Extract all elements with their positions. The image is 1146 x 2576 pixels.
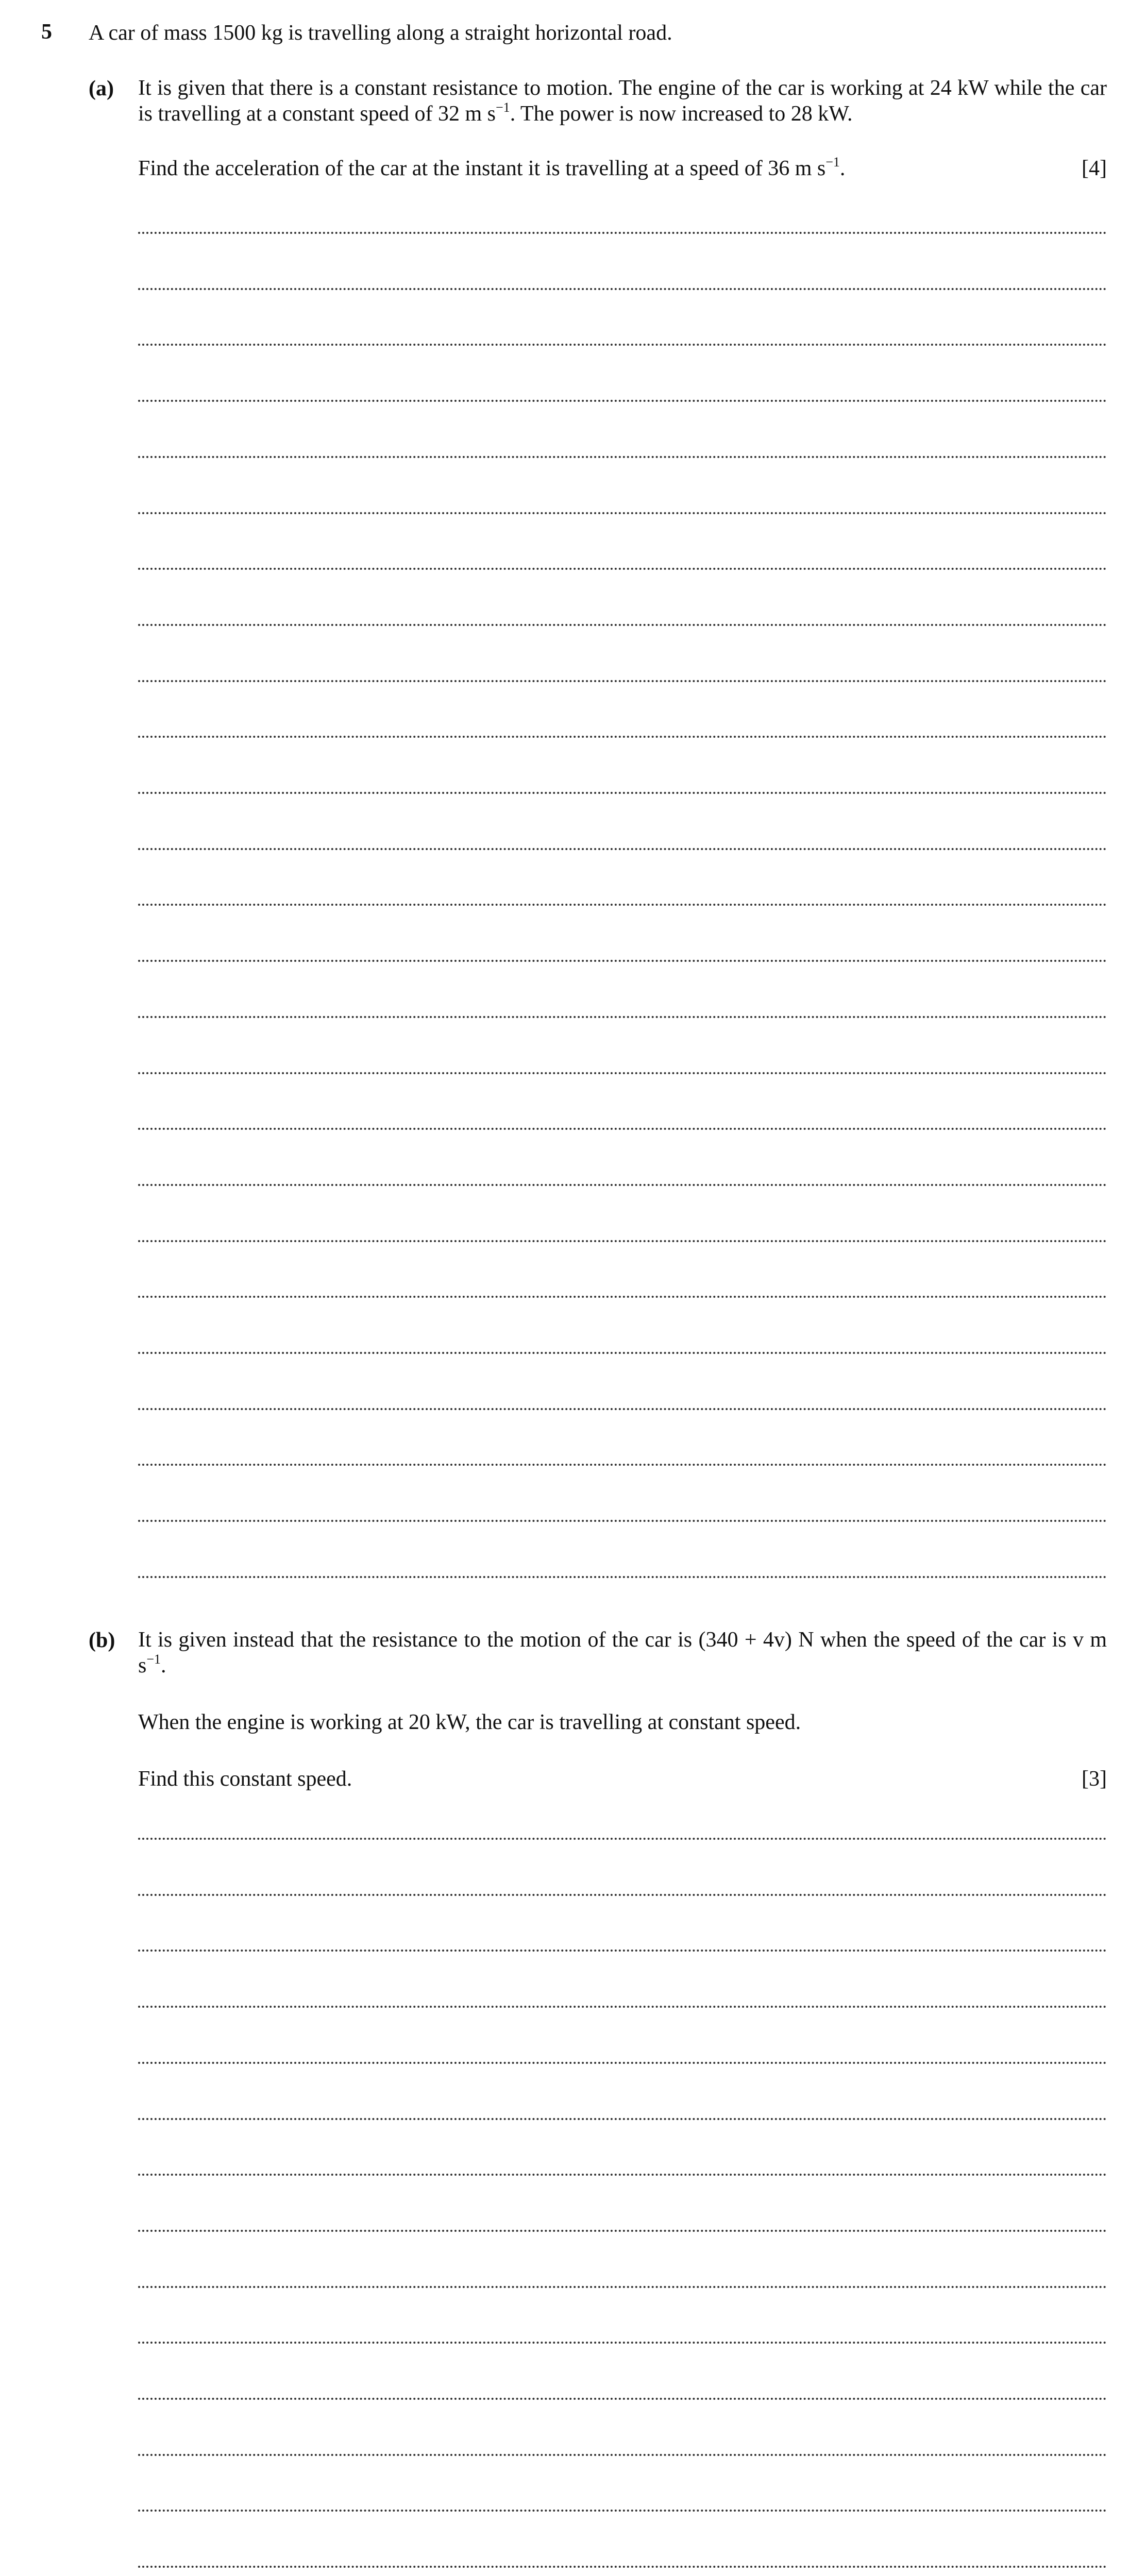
part-a-marks: [4]: [1082, 157, 1107, 180]
answer-line[interactable]: [138, 736, 1107, 738]
answer-line[interactable]: [138, 288, 1107, 290]
answer-line[interactable]: [138, 1352, 1107, 1354]
part-b-context-exponent: −1: [146, 1652, 161, 1667]
answer-line[interactable]: [138, 2510, 1107, 2512]
part-b-instruction-row: [138, 1766, 1107, 1792]
part-b-label: (b): [89, 1629, 115, 1652]
answer-line[interactable]: [138, 848, 1107, 850]
answer-line[interactable]: [138, 904, 1107, 906]
answer-line[interactable]: [138, 456, 1107, 458]
answer-line[interactable]: [138, 512, 1107, 514]
part-b-context: [138, 1627, 1107, 1679]
answer-line[interactable]: [138, 400, 1107, 402]
part-b-condition: When the engine is working at 20 kW, the car is travelling at constant speed.: [138, 1710, 801, 1734]
part-a-context: [138, 75, 1107, 127]
answer-line[interactable]: [138, 1520, 1107, 1522]
answer-line[interactable]: [138, 1296, 1107, 1298]
answer-line[interactable]: [138, 1128, 1107, 1130]
part-a-instruction: [138, 156, 845, 181]
part-b-instruction: Find this constant speed.: [138, 1767, 352, 1791]
part-b-context-text-end: .: [161, 1654, 166, 1677]
answer-line[interactable]: [138, 1184, 1107, 1186]
answer-line[interactable]: [138, 624, 1107, 626]
answer-line[interactable]: [138, 2230, 1107, 2232]
answer-line[interactable]: [138, 1894, 1107, 1896]
question-number: 5: [41, 20, 52, 44]
part-a-context-text: It is given that there is a constant resistance to motion. The engine of the car is working at 24 kW while the car is travelling at a constant speed of 32 m s: [138, 76, 1107, 126]
answer-line[interactable]: [138, 2062, 1107, 2064]
answer-line[interactable]: [138, 1240, 1107, 1242]
answer-line[interactable]: [138, 2342, 1107, 2344]
answer-line[interactable]: [138, 1464, 1107, 1466]
answer-line[interactable]: [138, 2566, 1107, 2568]
answer-line[interactable]: [138, 1950, 1107, 1952]
answer-line[interactable]: [138, 1016, 1107, 1018]
part-a-instruction-end: .: [839, 157, 846, 180]
question-stem: A car of mass 1500 kg is travelling along a straight horizontal road.: [89, 21, 672, 45]
part-a-instruction-row: [138, 156, 1107, 181]
answer-line[interactable]: [138, 344, 1107, 346]
answer-line[interactable]: [138, 2286, 1107, 2288]
answer-line[interactable]: [138, 2454, 1107, 2456]
part-a-label: (a): [89, 77, 114, 100]
part-a-context-exponent: −1: [496, 100, 510, 115]
answer-line[interactable]: [138, 680, 1107, 682]
answer-line[interactable]: [138, 568, 1107, 570]
answer-line[interactable]: [138, 2118, 1107, 2120]
part-a-instruction-text: Find the acceleration of the car at the instant it is travelling at a speed of 36 m s: [138, 157, 826, 180]
answer-line[interactable]: [138, 1576, 1107, 1578]
answer-line[interactable]: [138, 1408, 1107, 1410]
answer-line[interactable]: [138, 2006, 1107, 2008]
part-a-context-text-end: . The power is now increased to 28 kW.: [510, 102, 853, 126]
answer-line[interactable]: [138, 792, 1107, 794]
part-a-instruction-exponent: −1: [825, 155, 840, 170]
answer-line[interactable]: [138, 960, 1107, 962]
answer-line[interactable]: [138, 1838, 1107, 1840]
answer-line[interactable]: [138, 2174, 1107, 2176]
part-b-marks: [3]: [1082, 1767, 1107, 1791]
answer-line[interactable]: [138, 232, 1107, 234]
answer-line[interactable]: [138, 1072, 1107, 1074]
part-b-context-text: It is given instead that the resistance to the motion of the car is (340 + 4v) N when the speed of the car is v m s: [138, 1628, 1107, 1677]
answer-line[interactable]: [138, 2398, 1107, 2400]
